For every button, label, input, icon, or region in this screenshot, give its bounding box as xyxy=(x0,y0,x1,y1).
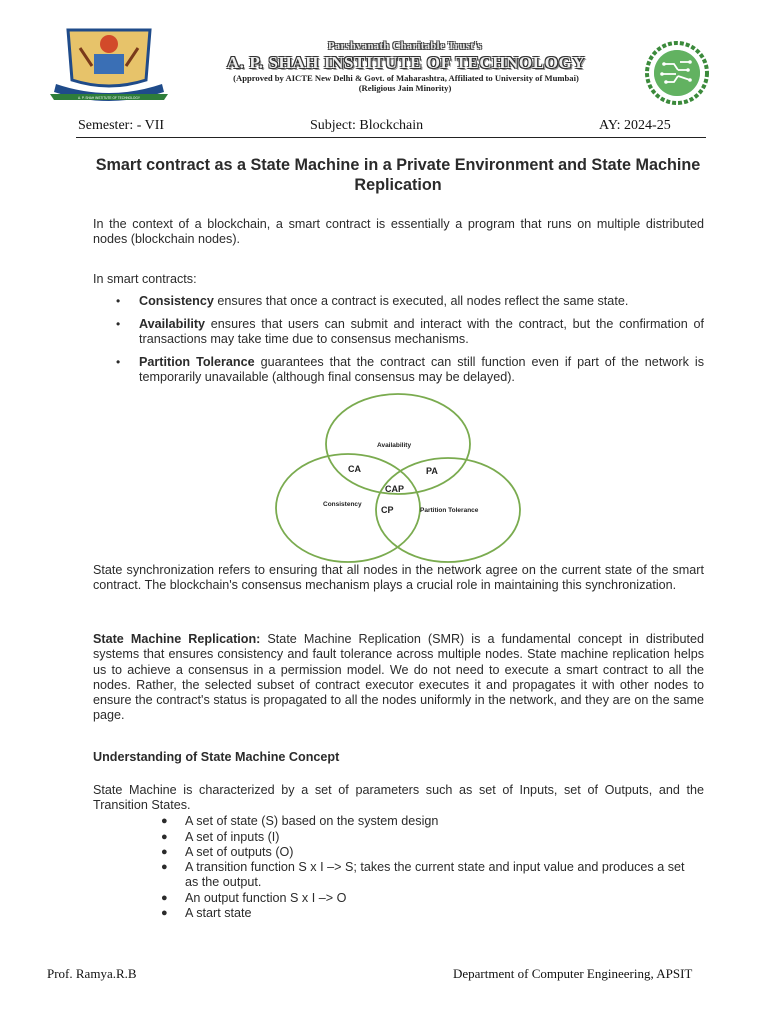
venn-label-availability: Availability xyxy=(377,442,412,449)
institute-emblem-icon xyxy=(46,26,172,106)
institute-name: A. P. SHAH INSTITUTE OF TECHNOLOGY xyxy=(226,53,586,72)
minority-line: (Religious Jain Minority) xyxy=(358,83,452,93)
header-divider xyxy=(76,137,706,138)
venn-label-partition: Partition Tolerance xyxy=(420,507,479,514)
footer-department: Department of Computer Engineering, APSIT xyxy=(453,966,693,981)
list-dot: ● xyxy=(161,861,168,873)
bullet-dot: • xyxy=(116,317,121,331)
bullet-availability xyxy=(139,317,704,348)
venn-label-ca: CA xyxy=(348,464,361,474)
bullet-dot: • xyxy=(116,355,121,369)
bullet-text: guarantees that the contract can still function even if part of the network is temporarily unavailable (although final consensus may be delayed). xyxy=(139,355,704,385)
list-dot: ● xyxy=(161,907,168,919)
bullet-partition-tolerance xyxy=(139,355,704,386)
list-item-start-state: A start state xyxy=(185,906,252,920)
venn-label-consistency: Consistency xyxy=(323,501,362,508)
trust-name: Parshvanath Charitable Trust's xyxy=(328,41,482,52)
smr-term: State Machine Replication: xyxy=(93,632,261,646)
list-dot: ● xyxy=(161,846,168,858)
list-item-outputs: A set of outputs (O) xyxy=(185,845,294,859)
bullet-dot: • xyxy=(116,294,121,308)
venn-label-pa: PA xyxy=(426,466,438,476)
smr-paragraph xyxy=(93,632,704,724)
list-dot: ● xyxy=(161,815,168,827)
sync-paragraph: State synchronization refers to ensuring that all nodes in the network agree on the current state of the smart contract. The blockchain's consensus mechanism plays a crucial role in maintaining this synchronization. xyxy=(93,563,704,593)
intro-paragraph: In the context of a blockchain, a smart contract is essentially a program that runs on multiple distributed nodes (blockchain nodes). xyxy=(93,217,704,247)
bullet-term: Consistency xyxy=(139,294,214,308)
circuit-tree-logo-icon xyxy=(640,40,714,106)
list-item-inputs: A set of inputs (I) xyxy=(185,830,280,844)
approval-line: (Approved by AICTE New Delhi & Govt. of Maharashtra, Affiliated to University of Mumbai) xyxy=(233,73,579,83)
list-item-output-function: An output function S x I –> O xyxy=(185,891,347,905)
state-machine-intro: State Machine is characterized by a set of parameters such as set of Inputs, set of Outputs, and the Transition States. xyxy=(93,783,704,813)
list-dot: ● xyxy=(161,831,168,843)
bullet-consistency xyxy=(139,294,704,309)
lead-paragraph: In smart contracts: xyxy=(93,272,197,286)
bullet-term: Availability xyxy=(139,317,206,331)
bullet-term: Partition Tolerance xyxy=(139,355,255,369)
list-dot: ● xyxy=(161,892,168,904)
venn-label-cp: CP xyxy=(381,505,394,515)
venn-label-cap: CAP xyxy=(385,484,405,494)
smr-text: State Machine Replication (SMR) is a fundamental concept in distributed systems that ensures consistency and fault tolerance across multiple nodes. State machine replication helps us to achieve a consensus in a permission model. We do not need to execute a smart contract to all the nodes. Rather, the selected subset of contract executor executes it and propagates it with other nodes to ensure the contract's status is propagated to all the nodes uniformly in the network, and they are on the same page. xyxy=(93,632,704,723)
state-machine-heading: Understanding of State Machine Concept xyxy=(93,750,340,764)
list-item-states: A set of state (S) based on the system design xyxy=(185,814,439,828)
cap-venn-diagram xyxy=(270,392,526,564)
bullet-text: ensures that once a contract is executed, all nodes reflect the same state. xyxy=(213,294,629,308)
semester-label: Semester: - VII xyxy=(78,118,165,133)
page-title: Smart contract as a State Machine in a Private Environment and State Machine Replication xyxy=(95,156,701,194)
footer-author: Prof. Ramya.R.B xyxy=(47,966,137,981)
bullet-text: ensures that users can submit and interact with the contract, but the confirmation of transactions may take time due to consensus mechanisms. xyxy=(139,317,704,347)
emblem-caption: A. P. SHAH INSTITUTE OF TECHNOLOGY xyxy=(77,96,141,100)
academic-year-label: AY: 2024-25 xyxy=(599,118,671,133)
subject-label: Subject: Blockchain xyxy=(310,118,424,133)
list-item-transition: A transition function S x I –> S; takes the current state and input value and produces a set as the output. xyxy=(185,860,685,890)
